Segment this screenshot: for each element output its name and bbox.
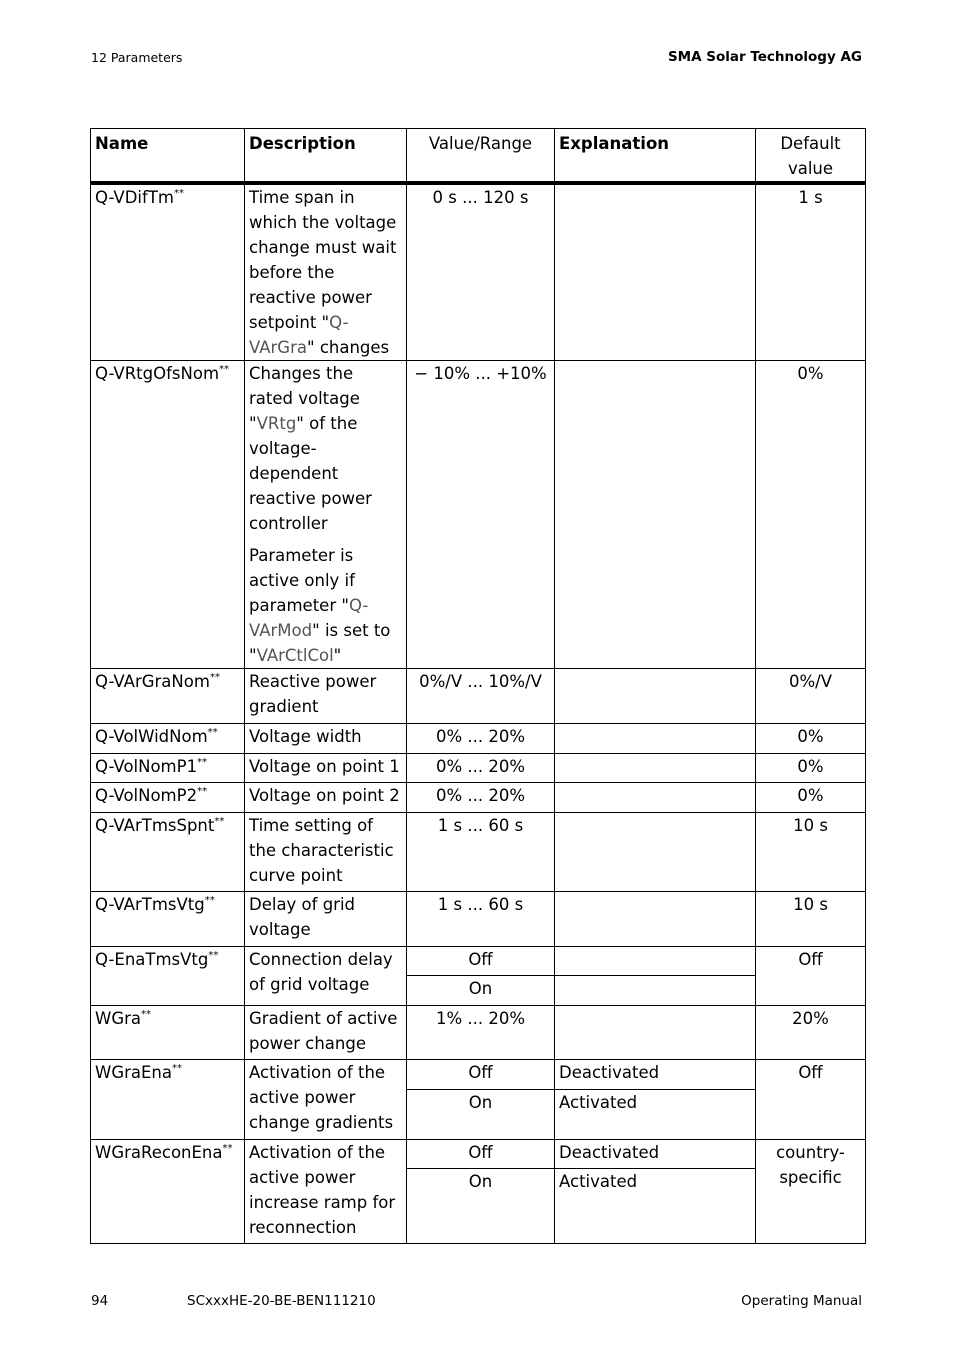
footnote-marker: ** <box>204 894 215 906</box>
document-code: SCxxxHE-20-BE-BEN111210 <box>187 1293 376 1309</box>
param-description: Voltage on point 1 <box>245 754 407 783</box>
description-text: Changes the rated voltage " <box>249 364 360 433</box>
param-description: Reactive power gradient <box>245 669 407 724</box>
parameter-reference: Q-VArGra <box>249 313 349 357</box>
param-explanation <box>555 1006 756 1060</box>
description-paragraph <box>249 361 402 536</box>
param-value-range: 1% ... 20% <box>407 1006 555 1060</box>
table-row <box>91 1140 866 1169</box>
param-name-text: Q-VArTmsVtg <box>95 895 205 914</box>
param-name-text: Q-VDifTm <box>95 188 174 207</box>
column-header-value-range: Value/Range <box>407 129 555 184</box>
table-header-row <box>91 129 866 184</box>
param-default: Off <box>756 947 866 1006</box>
param-default: 0% <box>756 361 866 669</box>
param-value-option: On <box>407 976 555 1006</box>
param-explanation <box>555 783 756 813</box>
column-header-description: Description <box>245 129 407 184</box>
param-explanation <box>555 724 756 754</box>
param-description: Activation of the active power change gradients <box>245 1060 407 1140</box>
param-value-range: 0% ... 20% <box>407 754 555 783</box>
parameters-table <box>90 128 866 1244</box>
param-value-option: On <box>407 1090 555 1140</box>
column-header-default: Default value <box>756 129 866 184</box>
footnote-marker: ** <box>173 187 184 199</box>
param-value-range: − 10% ... +10% <box>407 361 555 669</box>
param-default: 0% <box>756 724 866 754</box>
param-value-range: 1 s ... 60 s <box>407 813 555 892</box>
table-row <box>91 947 866 976</box>
param-name <box>91 783 245 813</box>
param-description: Voltage on point 2 <box>245 783 407 813</box>
param-explanation: Activated <box>555 1169 756 1244</box>
param-default: 1 s <box>756 183 866 361</box>
param-name-text: Q-VArTmsSpnt <box>95 816 215 835</box>
parameter-reference: Q-VArMod <box>249 596 369 640</box>
param-description: Gradient of active power change <box>245 1006 407 1060</box>
page-number: 94 <box>91 1293 109 1309</box>
parameter-reference: VArCtlCol <box>256 646 334 665</box>
param-name-text: Q-EnaTmsVtg <box>95 950 209 969</box>
param-explanation <box>555 892 756 947</box>
param-value-range: 0% ... 20% <box>407 724 555 754</box>
param-description: Time setting of the characteristic curve point <box>245 813 407 892</box>
param-explanation <box>555 813 756 892</box>
table-row <box>91 724 866 754</box>
param-description: Activation of the active power increase ramp for reconnection <box>245 1140 407 1244</box>
param-name-text: Q-VolWidNom <box>95 727 208 746</box>
param-name-text: Q-VRtgOfsNom <box>95 364 220 383</box>
description-text: " is set to " <box>249 621 391 665</box>
param-value-option: Off <box>407 1060 555 1090</box>
table-row <box>91 1060 866 1090</box>
param-value-option: Off <box>407 947 555 976</box>
table-row <box>91 183 866 361</box>
param-description: Voltage width <box>245 724 407 754</box>
running-header-section: 12 Parameters <box>91 50 183 65</box>
param-value-range: 0% ... 20% <box>407 783 555 813</box>
param-name-text: Q-VolNomP2 <box>95 786 198 805</box>
table-row <box>91 813 866 892</box>
param-name <box>91 1140 245 1244</box>
table-row <box>91 1006 866 1060</box>
param-name <box>91 1060 245 1140</box>
param-explanation <box>555 183 756 361</box>
param-name-text: WGraReconEna <box>95 1143 223 1162</box>
footnote-marker: ** <box>197 785 208 797</box>
parameter-reference: VRtg <box>256 414 297 433</box>
footnote-marker: ** <box>141 1008 151 1020</box>
footnote-marker: ** <box>222 1142 233 1154</box>
table-row <box>91 361 866 669</box>
footnote-marker: ** <box>207 726 218 738</box>
description-text: " changes <box>306 338 390 357</box>
param-explanation <box>555 947 756 976</box>
param-name <box>91 1006 245 1060</box>
param-description: Connection delay of grid voltage <box>245 947 407 1006</box>
param-explanation <box>555 669 756 724</box>
param-description <box>245 361 407 669</box>
param-name-text: WGraEna <box>95 1063 172 1082</box>
param-explanation: Deactivated <box>555 1060 756 1090</box>
description-text: Time span in which the voltage change must wait before the reactive power setpoint " <box>249 188 397 332</box>
param-default: 10 s <box>756 892 866 947</box>
param-name <box>91 813 245 892</box>
footnote-marker: ** <box>219 363 230 375</box>
description-text: " of the voltage-dependent reactive power controller <box>249 414 372 533</box>
param-value-range: 0 s ... 120 s <box>407 183 555 361</box>
param-name <box>91 183 245 361</box>
param-name <box>91 892 245 947</box>
param-name <box>91 754 245 783</box>
param-value-range: 1 s ... 60 s <box>407 892 555 947</box>
description-text: Parameter is active only if parameter " <box>249 546 355 615</box>
param-name-text: Q-VolNomP1 <box>95 757 198 776</box>
running-header-company: SMA Solar Technology AG <box>667 49 862 65</box>
column-header-name: Name <box>91 129 245 184</box>
param-default: 0% <box>756 754 866 783</box>
param-name <box>91 947 245 1006</box>
param-explanation: Deactivated <box>555 1140 756 1169</box>
param-name <box>91 361 245 669</box>
param-description: Delay of grid voltage <box>245 892 407 947</box>
param-name <box>91 724 245 754</box>
footnote-marker: ** <box>172 1062 182 1074</box>
table-row <box>91 783 866 813</box>
param-description <box>245 183 407 361</box>
param-default: 10 s <box>756 813 866 892</box>
table-row <box>91 669 866 724</box>
param-explanation <box>555 754 756 783</box>
param-explanation <box>555 361 756 669</box>
description-text: " <box>333 646 342 665</box>
param-explanation <box>555 976 756 1006</box>
footnote-marker: ** <box>208 949 219 961</box>
footnote-marker: ** <box>209 671 220 683</box>
footnote-marker: ** <box>214 815 225 827</box>
param-explanation: Activated <box>555 1090 756 1140</box>
param-default: 20% <box>756 1006 866 1060</box>
param-value-range: 0%/V ... 10%/V <box>407 669 555 724</box>
param-name-text: Q-VArGraNom <box>95 672 210 691</box>
column-header-explanation: Explanation <box>555 129 756 184</box>
param-default: 0%/V <box>756 669 866 724</box>
param-name <box>91 669 245 724</box>
param-name-text: WGra <box>95 1009 141 1028</box>
param-default: 0% <box>756 783 866 813</box>
document-title: Operating Manual <box>741 1293 862 1309</box>
table-row <box>91 754 866 783</box>
param-default: Off <box>756 1060 866 1140</box>
param-default: country-specific <box>756 1140 866 1244</box>
table-row <box>91 892 866 947</box>
param-value-option: On <box>407 1169 555 1244</box>
description-paragraph <box>249 543 402 668</box>
param-value-option: Off <box>407 1140 555 1169</box>
footnote-marker: ** <box>197 756 208 768</box>
